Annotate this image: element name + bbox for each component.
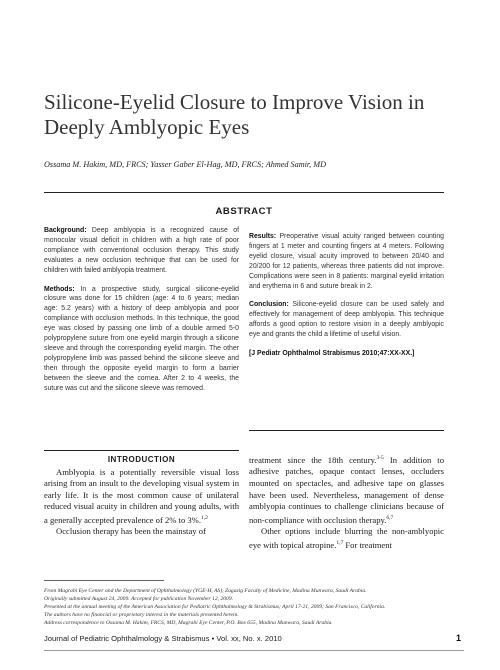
introduction-paragraph-3 [249,526,444,551]
introduction-divider [44,450,239,451]
citation-ref: 6,7 [386,514,394,521]
results-text: Preoperative visual acuity ranged between counting fingers at 1 meter and counting fingers at 4 meters. Following eyelid closure, visual acuity improved to between 20/40 and 20/200 for 12 patients, whereas three patients did not improve. Complications were seen in 8 patients: marginal eyelid irritation and erythema in 6 and suture break in 2. [249,233,444,290]
paragraph-text: For treatment [343,539,392,550]
footnotes [44,588,454,628]
abstract-right-column [249,232,444,359]
introduction-paragraph-2-continued [249,453,444,526]
abstract-background [44,226,239,276]
footnote-affiliation: From Magrabi Eye Center and the Department of Ophthalmology (YGE-H, AS), Zagazig Faculty of Medicine, Madina Munwara, Saudi Arabia. [44,588,367,594]
author-list: Ossama M. Hakim, MD, FRCS; Yasser Gaber El-Hag, MD, FRCS; Ahmed Samir, MD [44,160,326,169]
abstract-results [249,232,444,291]
methods-text: In a prospective study, surgical silicone-eyelid closure was done for 15 children (age: 4 to 6 years; median age: 5.2 years) with a history of deep amblyopia and poor compliance with occlusion methods. In this technique, the good eye was closed by passing one limb of a double armed 5-0 polypropylene suture from one eyelid margin through a silicone sleeve and through the corresponding eyelid margin. The other polypropylene limb was passed behind the silicone sleeve and then through the opposite eyelid margin to form a barrier between the sleeve and the cornea. After 2 to 4 weeks, the suture was cut and the silicone sleeve was removed. [44,285,239,392]
footer-divider [44,650,464,651]
paragraph-text: treatment since the 18th century. [249,454,377,465]
introduction-paragraph-2-start: Occlusion therapy has been the mainstay of [56,526,206,537]
conclusion-text: Silicone-eyelid closure can be used safely and effectively for management of deep amblyopia. This technique affords a good option to restore vision in a deeply amblyopic eye and grants the child a lifetime of useful vision. [249,301,444,339]
journal-citation: [J Pediatr Ophthalmol Strabismus 2010;47:XX-XX.] [249,350,415,358]
abstract-conclusion [249,300,444,340]
results-label: Results: [249,233,277,240]
abstract-bottom-divider [249,430,444,431]
methods-label: Methods: [44,285,75,293]
body-right-column [249,453,444,551]
conclusion-label: Conclusion: [249,301,289,309]
introduction-paragraph-1-text: Amblyopia is a potentially reversible visual loss arising from an insult to the developing visual system in early life. It is the most common cause of unilateral reduced visual acuity in children and young adults, with a generally accepted prevalence of 2% to 3%. [44,466,239,525]
abstract-left-column [44,226,239,403]
footnote-divider [44,580,164,581]
body-left-column [44,450,239,538]
journal-issue: • Vol. xx, No. x. 2010 [209,634,282,643]
citation-ref: 1,2 [201,514,208,521]
footnote-correspondence: Address correspondence to Ossama M. Hakim, FRCS, MD, Magrabi Eye Center, P.O. Box 655, Madina Munwara, Saudi Arabia. [44,619,333,626]
background-label: Background: [44,227,87,234]
article-title: Silicone-Eyelid Closure to Improve Vision in Deeply Amblyopic Eyes [44,90,425,139]
background-text: Deep amblyopia is a recognized cause of monocular visual deficit in children with a high rate of poor compliance with conventional occlusion therapy. This study evaluates a new occlusion technique that can be used for children with failed amblyopia treatment. [44,227,239,274]
abstract-top-divider [44,192,444,193]
introduction-heading: INTRODUCTION [107,455,176,464]
abstract-methods [44,285,239,394]
journal-name: Journal of Pediatric Ophthalmology & Strabismus [44,634,210,643]
introduction-paragraph-1 [44,467,239,527]
page-number: 1 [456,633,462,643]
paragraph-text: Other options include blurring the non-amblyopic eye with topical atropine. [249,526,444,550]
citation-ref: 3-5 [376,455,384,461]
footnote-submission: Originally submitted August 24, 2009. Accepted for publication November 12, 2009. [44,595,234,602]
footer-journal-info [44,634,282,643]
paragraph-text: In addition to adhesive patches, opaque contact lenses, occluders mounted on spectacles, and adhesive tape on glasses have been used. Nevertheless, management of dense amblyopia continues to challenge clinicians because of non-compliance with occlusion therapy. [249,454,444,525]
citation-ref: 1,7 [336,539,344,546]
footnote-presented: Presented at the annual meeting of the American Association for Pediatric Ophthalmology & Strabismus; April 17-21, 2009; San Francisco, California. [44,603,386,610]
footnote-disclosure: The authors have no financial or proprietary interest in the materials presented herein. [44,611,239,618]
abstract-heading: ABSTRACT [215,206,273,217]
